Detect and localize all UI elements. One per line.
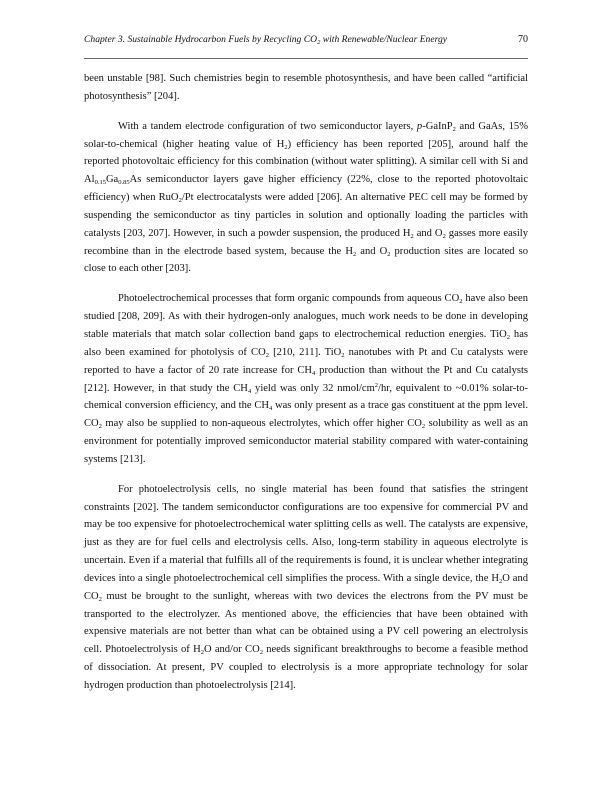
subscript: 2 [452, 125, 456, 133]
subscript: 4 [312, 369, 316, 377]
text-run: [210, 211]. TiO [268, 346, 342, 358]
text-run: /hr, equivalent to ~0.01% solar-to-chemical conversion efficiency, and the CH [84, 382, 529, 412]
text-run: been unstable [98]. Such chemistries begin to resemble photosynthesis, and have been called “artificial photosynthesis” [204]. [84, 73, 528, 102]
subscript: 2 [352, 250, 357, 258]
subscript: 4 [247, 387, 252, 395]
text-run: was only present as a trace gas constituent at the ppm level. CO [84, 400, 528, 430]
subscript: 0.15 [94, 179, 106, 187]
text-run: gasses more easily recombine than in the electrode based system, because the H [84, 227, 528, 257]
subscript: 2 [98, 423, 102, 431]
text-run: O and/or CO [203, 644, 260, 656]
subscript: 2 [387, 250, 391, 258]
text-run: needs significant breakthroughs to become a feasible method of dissociation. At present, PV coupled to electrolysis is a more appropriate technology for solar hydrogen production than photoelectrolysis [214]. [84, 644, 528, 691]
text-run: must be brought to the sunlight, whereas with two devices the electrons from the PV must be transported to the electrolyzer. As mentioned above, the efficiencies that have been obtained with expensive materials are not better than what can be obtained using a PV cell powering an electrolysis cell. Photoelectrolysis of H [84, 590, 528, 656]
subscript: 2 [459, 298, 463, 306]
text-run: have also been studied [208, 209]. As with their hydrogen-only analogues, much work needs to be done in developing stable materials that match solar collection band gaps to electrochemical reduction energies. TiO [84, 293, 529, 340]
text-run: Ga [105, 174, 119, 186]
subscript: 2 [498, 577, 503, 585]
running-header [84, 34, 528, 48]
subscript: 2 [442, 232, 446, 240]
paragraph-2 [84, 118, 528, 279]
page-number: 70 [518, 34, 528, 45]
text-run: production than without the Pt and Cu catalysts [212]. However, in that study the CH [84, 364, 528, 394]
text-run: and O [356, 245, 388, 257]
text-run: has also been examined for photolysis of CO [84, 328, 528, 358]
subscript: 2 [178, 197, 182, 205]
italic-text: p [416, 120, 423, 132]
paragraph-1 [84, 70, 528, 106]
superscript: 2 [374, 381, 379, 389]
header-divider [84, 58, 528, 59]
text-run: ) efficiency has been reported [205], around half the reported photovoltaic efficiency for this combination (without water splitting). A similar cell with Si and Al [84, 138, 528, 186]
text-run: solubility as well as an environment for potentially improved semiconductor material stability compared with water-containing systems [213]. [84, 418, 528, 465]
text-run: With a tandem electrode configuration of two semiconductor layers, [118, 120, 417, 132]
subscript: 2 [341, 351, 345, 359]
text-run: For photoelectrolysis cells, no single material has been found that satisfies the stringent constraints [202]. The tandem semiconductor configurations are too expensive for commercial PV and may be too expensive for photoelectrochemical water splitting cells as well. The catalysts are expensive, just as they are for fuel cells and electrolysis cells. Also, long-term stability in aqueous electrolyte is uncertain. Even if a material that fulfills all of the requirements is found, it is unclear whether integrating devices into a single photoelectrochemical cell simplifies the process. With a single device, the H [84, 483, 528, 584]
subscript: 2 [200, 649, 204, 657]
text-run: and GaAs, 15% solar-to-chemical (higher heating value of H [84, 120, 528, 150]
text-run: and O [413, 227, 443, 239]
body-text [84, 70, 528, 707]
subscript: 2 [506, 333, 510, 341]
subscript: 2 [259, 649, 263, 657]
text-run: As semiconductor layers gave higher efficiency (22%, close to the reported photovoltaic efficiency) when RuO [84, 174, 528, 204]
subscript: 0.85 [118, 179, 130, 187]
text-run: may also be supplied to non-aqueous electrolytes, which offer higher CO [101, 418, 422, 430]
subscript: 2 [421, 423, 426, 431]
text-run: yield was only 32 nmol/cm [251, 382, 375, 394]
paragraph-3 [84, 290, 528, 468]
text-run: Photoelectrochemical processes that form organic compounds from aqueous CO [118, 293, 460, 305]
text-run: -GaInP [422, 120, 453, 132]
subscript: 4 [268, 405, 273, 413]
subscript: 2 [410, 232, 414, 240]
subscript: 2 [284, 143, 288, 151]
subscript: 2 [265, 351, 269, 359]
text-run: nanotubes with Pt and Cu catalysts were reported to have a factor of 20 rate increase for CH [84, 346, 528, 376]
chapter-title: Chapter 3. Sustainable Hydrocarbon Fuels by Recycling $CO_2$ with Renewable/Nuclear Energy [84, 34, 448, 46]
text-run: production sites are located so close to each other [203]. [84, 245, 528, 275]
subscript: 2 [98, 595, 102, 603]
text-run: /Pt electrocatalysts were added [206]. An alternative PEC cell may be formed by suspending the semiconductor as tiny particles in solution and optionally loading the particles with catalysts [203, 207]. However, in such a powder suspension, the produced H [84, 192, 528, 239]
paragraph-4 [84, 481, 528, 695]
text-run: O and CO [84, 572, 528, 602]
